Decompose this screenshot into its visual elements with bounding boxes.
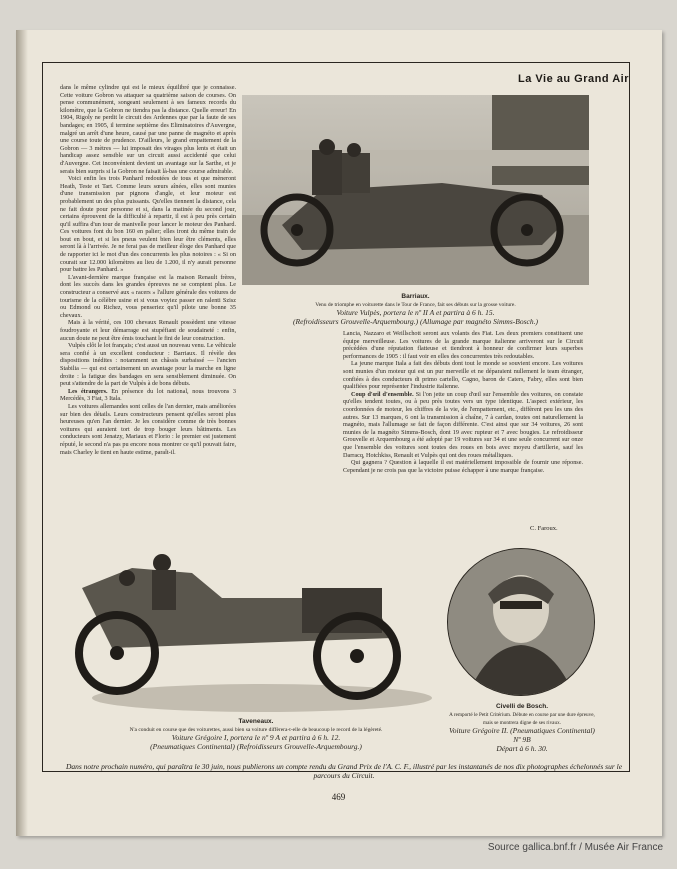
paragraph: Mais à la vérité, ces 100 chevaux Renault possèdent une vitesse foudroyante et leur démarrage est stupéfiant de soudaineté : enfin, aucun doute ne peut être émis touchant le fini de leur construction.: [60, 319, 236, 342]
paragraph: La jeune marque Itala a fait des débuts dont tout le monde se souvient encore. Les voitures sont munies d'un moteur qui est un pur merveille et ne déparaient nullement le team étranger, confiées à des conducteurs di primo cartello, Cagno, baron de Caters, Fabry, elles sont bien qualifiées pour représenter l'industrie italienne.: [343, 360, 583, 391]
paragraph-text: Si l'on jette un coup d'œil sur l'ensemble des voitures, on constate qu'elles tendent toutes, ou à peu près toutes vers un type identique. L'aspect extérieur, les coordonnées de moteur, les chiffres de la vie, de l'empattement, etc., diffèrent peu les uns des autres. Sur 13 marques, 6 ont la transmission à chaîne, 7 à cardan, toutes ont naturellement la magnéto, mais l'allumage se fait de façon différente. C'est ainsi que sur 34 voitures, 26 sont munies de la magnéto Simms-Bosch, dont 19 avec rupteur et 7 avec bougies. Le refroidisseur Grouvelle et Arquembourg a été adopté par 19 voitures sur 34 et une seule concurrent sur onze que l'ensemble des voitures sont toutes des roues en bois avec moyeu d'artillerie, sauf les Darracq, Hotchkiss, Renault et Vulpès qui ont des roues métalliques.: [343, 390, 583, 459]
running-title: La Vie au Grand Air: [518, 73, 629, 85]
paragraph: [343, 391, 583, 459]
caption-line2: (Pneumatiques Continental) (Refroidisseurs Grouvelle-Arquembourg.): [150, 742, 362, 751]
paragraph: Les voitures allemandes sont celles de l'an dernier, mais améliorées sur bien des détails. Leurs constructeurs pensent qu'elles seront plus heureuses qu'en l'an dernier. Je les considère comme de très bonnes voitures qui auraient tort de trop bouger leurs bâtiments. Les conducteurs sont Jenatzy, Mariaux et Florio : le premier est justement réputé, le second n'a pas pu encore nous montrer ce qu'il pouvait faire, mais Charley le tient en haute estime, paraît-il.: [60, 402, 236, 456]
caption-line2: Départ à 6 h. 30.: [496, 744, 548, 753]
caption-taveneaux: [72, 718, 440, 752]
caption-line2: (Refroidisseurs Grouvelle-Arquembourg.) (Allumage par magnéto Simms-Bosch.): [293, 317, 538, 326]
caption-title: Barriaux.: [401, 293, 430, 300]
page-number: 469: [331, 792, 346, 802]
caption-line1: Voiture Vulpès, portera le nº II A et partira à 6 h. 15.: [336, 308, 495, 317]
author-signature: C. Faroux.: [530, 525, 558, 532]
bottom-announcement: Dans notre prochain numéro, qui paraîtra le 30 juin, nous publierons un compte rendu du Grand Prix de l'A. C. F., illustré par les instantanés de nos dix photographes échelonnés sur le parcours du Circuit.: [65, 762, 623, 780]
caption-subtitle: A remporté le Petit Critérium. Débute en course par une dure épreuve, mais se montrera digne de ses rivaux.: [449, 712, 595, 726]
side-heading-etrangers: Les étrangers.: [68, 387, 108, 395]
caption-line1: Voiture Grégoire I, portera le nº 9 A et partira à 6 h. 12.: [171, 733, 341, 742]
caption-title: Civelli de Bosch.: [495, 703, 549, 710]
caption-title: Taveneaux.: [238, 718, 274, 725]
page-binding-shadow: [16, 30, 28, 836]
left-column-text: [60, 84, 236, 542]
side-heading-coup-doeil: Coup d'œil d'ensemble.: [351, 390, 414, 398]
photo-taveneaux: [72, 548, 440, 716]
portrait-image: [448, 549, 594, 695]
paragraph: dans le même cylindre qui est le mieux équilibré que je connaisse. Cette voiture Gobron va attaquer sa quatrième saison de courses. On pense communément, songeant seulement à ses fameux records du kilomètre, que la Gobron ne tiendra pas la distance. Quelle erreur! En 1904, Rigoly ne perdit le circuit des Ardennes que par la faute de ses bandages; en 1905, il termine septième des Eliminatoires d'Auvergne, malgré un arrêt d'une heure, causé par une panne de magnéto et après une course toute de prudence. D'ailleurs, le grand empattement de la Gobron — 3 mètres — lui imposait des virages plus lents et était un handicap assez sensible sur un circuit aussi accidenté que celui d'Auvergne. Cet inconvénient devient un avantage sur la Sarthe, et je serais bien surpris si la Gobron ne faisait là-bas une course admirable.: [60, 84, 236, 175]
paragraph-text: En présence du lot national, nous trouvons 3 Mercédès, 3 Fiat, 3 Itala.: [60, 387, 236, 403]
paragraph: Lancia, Nazzaro et Weillschott seront aux volants des Fiat. Les deux premiers constituent une équipe merveilleuse. Les voitures de la grande marque italienne arriveront sur le Circuit précédées d'une réputation flatteuse et tiendront à honneur de confirmer leurs superbes performances de 1905 : il faut voir en elles des concurrentes très redoutables.: [343, 330, 583, 360]
caption-subtitle: N'a conduit en course que des voiturettes, aussi bien sa voiture diffèrera-t-elle de beaucoup le record de la légèreté.: [129, 727, 383, 733]
caption-line1: Voiture Grégoire II. (Pneumatiques Continental) Nº 9B: [449, 726, 595, 744]
car-vulpes-image: [242, 95, 589, 285]
photo-barriaux: [242, 95, 589, 285]
caption-barriaux: [242, 293, 589, 327]
paragraph: L'avant-dernière marque française est la maison Renault frères, dont les succès dans les grandes épreuves ne se comptent plus. Le constructeur a conservé aux « racers » l'allure générale des voitures de tourisme de la célèbre usine et si vous voyiez passer en ralenti Szisz ou Edmond ou Richez, vous penseriez qu'il pilote une bonne 35 chevaux.: [60, 273, 236, 319]
car-gregoire-image: [72, 548, 440, 716]
right-column-text: [343, 330, 583, 525]
caption-subtitle: Venu de triomphe en voiturette dans le Tour de France, fait ses débuts sur la grosse voiture.: [315, 302, 516, 308]
source-credit: Source gallica.bnf.fr / Musée Air France: [487, 842, 663, 853]
paragraph: Voici enfin les trois Panhard redoutées de tous et que mèneront Heath, Teste et Tart. Comme leurs sœurs aînées, elles sont munies d'une transmission par pignons d'angle, et leur moteur est probablement un des plus puissants. Qu'elles tiennent la distance, cela ne fait doute pour personne et si, dans la matinée du second jour, certains éprouvent de la difficulté à repartir, il est à peu près certain qu'il suffira d'un tour de manivelle pour lancer le moteur des Panhard. Ces voitures font du bon 160 en palier; elles iront du même train de bout en bout, et si les pneus veulent bien leur être cléments, elles seront là à l'arrivée. Je ne ferai pas de meilleur éloge des Panhard que de rapporter ici le mot d'un des concurrents les plus notoires : « Si on courait sur 12.000 kilomètres au lieu de 1.200, il n'y aurait personne pour battre les Panhard. »: [60, 175, 236, 274]
photo-civelli-de-bosch: [447, 548, 595, 696]
paragraph: Qui gagnera ? Question à laquelle il est matériellement impossible de fournir une réponse. Cependant je ne crois pas que la victoire puisse échapper à une marque française.: [343, 459, 583, 474]
paragraph: Vulpès clôt le lot français; c'est aussi un nouveau venu. Le véhicule sera confié à un excellent conducteur : Barriaux. Il révèle des dispositions inédites : notamment un châssis surbaissé — l'ancien Stabilia — qui est certainement un avantage pour la marche en ligne droite : la fatigue des bandages en sera sensiblement diminuée. On peut s'attendre de la part de Vulpès à de bons débuts.: [60, 342, 236, 388]
caption-civelli: [447, 703, 597, 754]
paragraph: [60, 388, 236, 403]
